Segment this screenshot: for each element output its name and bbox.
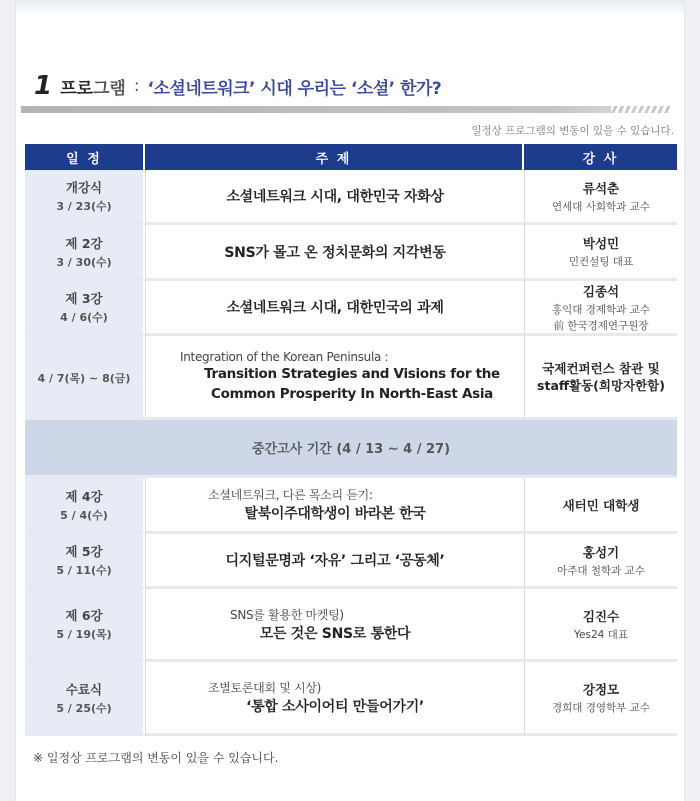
section-heading (34, 70, 441, 102)
conference-topic-cell (145, 336, 524, 420)
speaker-role: 경희대 경영학부 교수 (552, 702, 650, 714)
speaker-role: Yes24 대표 (574, 628, 628, 641)
topic-prefix: SNS를 활용한 마켓팅) (230, 607, 344, 622)
session-date-cell (25, 478, 145, 534)
table-row (25, 534, 677, 589)
heading-label-a: 프로 (60, 78, 93, 99)
topic-title: 소셜네트워크 시대, 대한민국의 과제 (226, 300, 444, 316)
table-row (25, 170, 677, 225)
header-topic: 주 제 (145, 144, 524, 170)
header-speaker: 강 사 (524, 144, 677, 170)
heading-title: ‘소셜네트워크’ 시대 우리는 ‘소셜’ 한가? (147, 78, 442, 99)
speaker-name: 홍성기 (582, 544, 620, 560)
session-name: 제 3강 (65, 291, 103, 306)
session-name: 제 5강 (65, 544, 103, 559)
session-name: 수료식 (65, 681, 103, 697)
topic-cell (145, 225, 524, 281)
speaker-role: 민컨설팅 대표 (568, 256, 634, 268)
topic-cell (145, 478, 524, 534)
session-date-cell (25, 225, 145, 281)
speaker-name: 강정모 (582, 682, 620, 697)
conference-date-cell (25, 336, 145, 420)
table-row-conference (25, 336, 677, 420)
session-date: 5 / 4(수) (60, 508, 108, 522)
speaker-cell (524, 534, 677, 589)
session-date-cell (25, 662, 145, 736)
speaker-cell (524, 225, 677, 281)
conference-speaker-cell (524, 336, 677, 420)
conference-date: 4 / 7(목) ~ 8(금) (37, 371, 131, 385)
topic-cell (145, 662, 524, 736)
speaker-role: 홍익대 경제학과 교수 (552, 303, 650, 316)
session-date: 5 / 25(수) (56, 701, 112, 715)
speaker-cell (524, 281, 677, 336)
speaker-cell (524, 662, 677, 736)
heading-divider (21, 106, 671, 113)
top-band (16, 0, 684, 16)
session-date-cell (25, 281, 145, 336)
topic-title: 모든 것은 SNS로 통한다 (259, 625, 411, 642)
schedule-notice-top: 일정상 프로그램의 변동이 있을 수 있습니다. (471, 125, 674, 137)
topic-prefix: 조별토론대회 및 시상) (208, 681, 322, 695)
section-number: 1 (34, 71, 51, 101)
session-date: 5 / 11(수) (56, 564, 112, 577)
table-row (25, 225, 677, 281)
conference-speaker-line1: 국제컨퍼런스 참관 및 (542, 360, 660, 376)
header-date: 일 정 (25, 144, 145, 170)
heading-label-b: 그램 (92, 78, 126, 99)
session-name: 제 4강 (65, 488, 103, 504)
session-date-cell (25, 170, 145, 225)
topic-cell (145, 534, 524, 589)
table-row (25, 281, 677, 336)
topic-title: ‘통합 소사이어티 만들어가기’ (246, 699, 424, 715)
topic-title: SNS가 몰고 온 정치문화의 지각변동 (224, 244, 446, 261)
schedule-notice-bottom: ※ 일정상 프로그램의 변동이 있을 수 있습니다. (33, 751, 279, 765)
speaker-role: 연세대 사회학과 교수 (552, 200, 650, 213)
topic-cell (145, 589, 524, 662)
table-row (25, 589, 677, 662)
topic-cell (145, 281, 524, 336)
heading-colon: : (133, 76, 140, 96)
table-row (25, 478, 677, 534)
speaker-name: 박성민 (582, 236, 620, 251)
session-date-cell (25, 534, 145, 589)
session-date-cell (25, 589, 145, 662)
session-date: 5 / 19(목) (56, 628, 112, 641)
topic-prefix: 소셜네트워크, 다른 목소리 듣기: (208, 488, 373, 502)
session-name: 제 2강 (65, 235, 103, 251)
topic-cell (145, 170, 524, 225)
midterm-row (25, 420, 677, 478)
topic-title: 탈북이주대학생이 바라본 한국 (244, 506, 426, 522)
speaker-role-extra: 前 한국경제연구원장 (553, 319, 649, 332)
speaker-name: 류석춘 (582, 180, 620, 196)
schedule-table (25, 144, 677, 736)
session-date: 4 / 6(수) (60, 311, 108, 324)
midterm-period: 중간고사 기간 (4 / 13 ~ 4 / 27) (25, 420, 677, 478)
page-panel (15, 0, 685, 801)
speaker-role: 아주대 철학과 교수 (557, 564, 645, 577)
speaker-name: 김종석 (582, 283, 620, 299)
speaker-name: 김진수 (582, 608, 620, 624)
speaker-cell (524, 478, 677, 534)
topic-title: 디지털문명과 ‘자유’ 그리고 ‘공동체’ (225, 553, 445, 569)
conference-topic-prefix: Integration of the Korean Peninsula : (180, 349, 389, 364)
speaker-name: 새터민 대학생 (562, 497, 640, 513)
table-header-row (25, 144, 677, 170)
conference-topic-line1: Transition Strategies and Visions for the (204, 365, 500, 382)
session-date: 3 / 30(수) (56, 255, 112, 269)
speaker-cell (524, 589, 677, 662)
topic-title: 소셜네트워크 시대, 대한민국 자화상 (226, 189, 444, 205)
session-date: 3 / 23(수) (56, 200, 112, 213)
speaker-cell (524, 170, 677, 225)
conference-topic-line2: Common Prosperity In North-East Asia (211, 385, 493, 402)
table-row (25, 662, 677, 736)
session-name: 제 6강 (65, 608, 103, 623)
session-name: 개강식 (65, 180, 103, 195)
conference-speaker-line2: staff활동(희망자한함) (537, 377, 665, 393)
